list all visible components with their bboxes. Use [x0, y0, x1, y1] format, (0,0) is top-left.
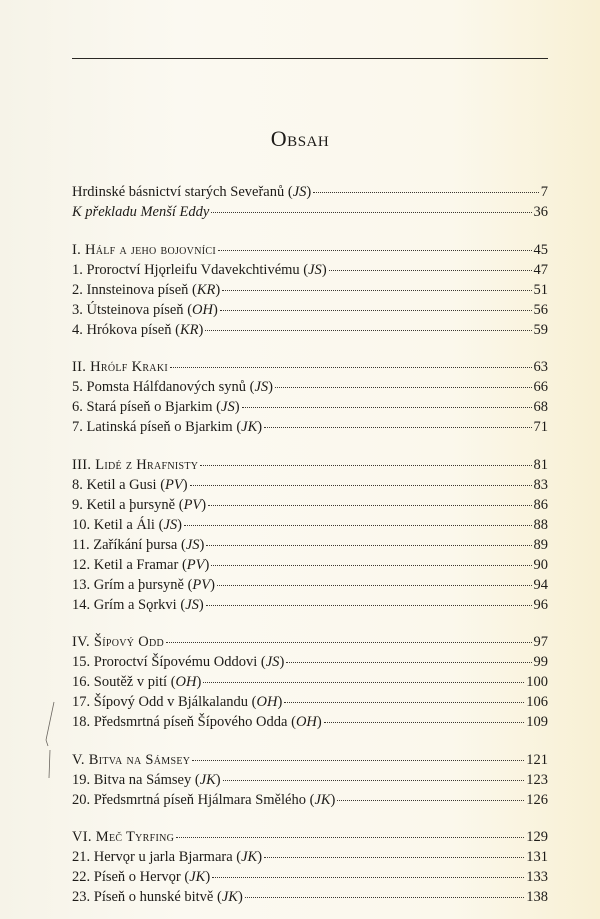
- entry-page-number: 94: [533, 576, 548, 593]
- entry-title: V. Bitva na Sámsey: [72, 751, 191, 768]
- entry-page-number: 63: [533, 359, 548, 375]
- toc-section-heading: [72, 455, 548, 475]
- toc-entry: [72, 417, 548, 437]
- entry-page-number: 71: [533, 419, 548, 435]
- entry-label: 7. Latinská píseň o Bjarkim (JK): [72, 419, 263, 435]
- entry-page-number: 83: [533, 476, 548, 493]
- toc-section-heading: [72, 632, 548, 652]
- entry-label: 8. Ketil a Gusi (PV): [72, 476, 188, 493]
- toc-entry: [72, 672, 548, 692]
- entry-page-number: 7: [540, 184, 548, 200]
- leader-dots: [286, 654, 531, 663]
- entry-page-number: 90: [533, 556, 548, 573]
- entry-author: OH: [175, 674, 197, 690]
- entry-label: 5. Pomsta Hálfdanových synů (JS): [72, 379, 273, 395]
- entry-author: JS: [221, 399, 235, 415]
- entry-page-number: 51: [533, 281, 548, 298]
- table-of-contents: [72, 182, 548, 907]
- entry-author: PV: [165, 476, 183, 493]
- entry-label: Hrdinské básnictví starých Seveřanů (JS): [72, 184, 312, 200]
- entry-title: 1. Proroctví Hjǫrleifu Vdavekchtivému: [72, 261, 300, 278]
- entry-author: JS: [163, 516, 178, 533]
- toc-section-heading: [72, 750, 548, 770]
- entry-page-number: 89: [533, 536, 548, 553]
- entry-author: JS: [308, 261, 322, 278]
- entry-author: JK: [199, 771, 216, 788]
- entry-page-number: 109: [526, 714, 548, 730]
- leader-dots: [192, 752, 524, 761]
- toc-entry: [72, 887, 548, 907]
- entry-label: 2. Innsteinova píseň (KR): [72, 281, 221, 298]
- entry-title: I. Hálf a jeho bojovníci: [72, 241, 216, 258]
- entry-label: 14. Grím a Sǫrkvi (JS): [72, 596, 204, 613]
- leader-dots: [208, 497, 531, 506]
- entry-author: JK: [314, 791, 331, 808]
- header-rule: [72, 58, 548, 59]
- entry-title: 22. Píseň o Hervǫr: [72, 869, 181, 885]
- entry-page-number: 123: [526, 771, 548, 788]
- entry-title: 9. Ketil a þursyně: [72, 496, 176, 513]
- leader-dots: [222, 282, 531, 291]
- entry-page-number: 66: [533, 379, 548, 395]
- toc-section-heading: [72, 827, 548, 847]
- entry-title: 15. Proroctví Šípovému Oddovi: [72, 654, 258, 670]
- group-gap: [72, 810, 548, 828]
- toc-section-heading: [72, 240, 548, 260]
- entry-label: 4. Hrókova píseň (KR): [72, 321, 204, 338]
- entry-label: 19. Bitva na Sámsey (JK): [72, 771, 221, 788]
- entry-label: 20. Předsmrtná píseň Hjálmara Smělého (JK): [72, 791, 336, 808]
- toc-entry: [72, 182, 548, 202]
- entry-title: 17. Šípový Odd v Bjálkalandu: [72, 694, 249, 710]
- entry-label: 1. Proroctví Hjǫrleifu Vdavekchtivému (JS): [72, 261, 327, 278]
- entry-page-number: 129: [526, 829, 548, 845]
- entry-page-number: 138: [526, 889, 548, 905]
- entry-page-number: 47: [533, 261, 548, 278]
- entry-title: 14. Grím a Sǫrkvi: [72, 596, 177, 613]
- leader-dots: [206, 597, 532, 606]
- entry-label: 16. Soutěž v pití (OH): [72, 674, 202, 690]
- entry-author: JS: [185, 596, 199, 613]
- entry-title: 2. Innsteinova píseň: [72, 281, 189, 298]
- entry-author: JK: [189, 869, 206, 885]
- entry-label: [72, 455, 198, 475]
- group-gap: [72, 340, 548, 358]
- toc-entry: [72, 535, 548, 555]
- group-gap: [72, 615, 548, 633]
- entry-label: 11. Zaříkání þursa (JS): [72, 536, 205, 553]
- entry-title: 6. Stará píseň o Bjarkim: [72, 399, 213, 415]
- leader-dots: [212, 869, 524, 878]
- entry-page-number: 81: [533, 456, 548, 473]
- leader-dots: [264, 849, 524, 858]
- entry-label: 9. Ketil a þursyně (PV): [72, 496, 207, 513]
- group-gap: [72, 732, 548, 750]
- leader-dots: [211, 204, 531, 213]
- entry-page-number: 96: [533, 596, 548, 613]
- entry-page-number: 45: [533, 241, 548, 258]
- entry-label: 18. Předsmrtná píseň Šípového Odda (OH): [72, 714, 322, 730]
- entry-title: Hrdinské básnictví starých Seveřanů: [72, 184, 285, 200]
- entry-page-number: 106: [526, 694, 548, 710]
- entry-page-number: 86: [533, 496, 548, 513]
- toc-entry: [72, 377, 548, 397]
- entry-title: 11. Zaříkání þursa: [72, 536, 178, 553]
- entry-label: 10. Ketil a Áli (JS): [72, 516, 182, 533]
- leader-dots: [206, 537, 531, 546]
- pencil-mark: [40, 700, 70, 790]
- leader-dots: [245, 889, 524, 898]
- entry-title: 4. Hrókova píseň: [72, 321, 172, 338]
- entry-label: [72, 240, 216, 260]
- entry-page-number: 88: [533, 516, 548, 533]
- entry-author: PV: [183, 496, 202, 513]
- entry-label: 6. Stará píseň o Bjarkim (JS): [72, 399, 240, 415]
- entry-title: 3. Útsteinova píseň: [72, 301, 184, 318]
- toc-entry: [72, 790, 548, 810]
- leader-dots: [275, 379, 532, 388]
- entry-label: 21. Hervǫr u jarla Bjarmara (JK): [72, 849, 263, 865]
- entry-label: [72, 202, 209, 222]
- toc-entry: [72, 847, 548, 867]
- page-title: Obsah: [270, 126, 330, 151]
- toc-entry: [72, 652, 548, 672]
- entry-page-number: 68: [533, 399, 548, 415]
- toc-entry: [72, 260, 548, 280]
- entry-page-number: 121: [526, 751, 548, 768]
- toc-entry: [72, 712, 548, 732]
- entry-title: 21. Hervǫr u jarla Bjarmara: [72, 849, 233, 865]
- leader-dots: [200, 457, 531, 466]
- entry-page-number: 36: [533, 204, 548, 220]
- leader-dots: [324, 714, 525, 723]
- leader-dots: [264, 419, 531, 428]
- entry-title: K překladu Menší Eddy: [72, 204, 210, 220]
- entry-title: II. Hrólf Kraki: [72, 359, 168, 375]
- leader-dots: [284, 694, 524, 703]
- leader-dots: [220, 302, 532, 311]
- entry-title: IV. Šípový Odd: [72, 634, 165, 650]
- entry-label: 3. Útsteinova píseň (OH): [72, 301, 218, 318]
- toc-entry: [72, 515, 548, 535]
- entry-title: 5. Pomsta Hálfdanových synů: [72, 379, 246, 395]
- entry-author: OH: [192, 301, 213, 318]
- entry-title: 19. Bitva na Sámsey: [72, 771, 192, 788]
- group-gap: [72, 437, 548, 455]
- entry-title: 7. Latinská píseň o Bjarkim: [72, 419, 233, 435]
- toc-entry: [72, 555, 548, 575]
- entry-label: 17. Šípový Odd v Bjálkalandu (OH): [72, 694, 283, 710]
- entry-author: OH: [256, 694, 278, 710]
- entry-label: 23. Píseň o hunské bitvě (JK): [72, 889, 243, 905]
- entry-page-number: 99: [533, 654, 548, 670]
- leader-dots: [211, 557, 531, 566]
- leader-dots: [184, 517, 532, 526]
- entry-label: [72, 632, 164, 652]
- toc-entry: [72, 202, 548, 222]
- entry-author: PV: [192, 576, 211, 593]
- leader-dots: [166, 634, 531, 643]
- leader-dots: [176, 829, 524, 838]
- entry-label: [72, 357, 168, 377]
- entry-author: JK: [241, 849, 258, 865]
- entry-author: JS: [292, 184, 307, 200]
- leader-dots: [242, 399, 532, 408]
- leader-dots: [218, 242, 532, 251]
- toc-entry: [72, 595, 548, 615]
- leader-dots: [223, 772, 525, 781]
- entry-label: 15. Proroctví Šípovému Oddovi (JS): [72, 654, 285, 670]
- toc-entry: [72, 575, 548, 595]
- entry-title: VI. Meč Tyrfing: [72, 829, 175, 845]
- toc-entry: [72, 280, 548, 300]
- entry-page-number: 56: [533, 301, 548, 318]
- leader-dots: [190, 477, 532, 486]
- entry-label: 22. Píseň o Hervǫr (JK): [72, 869, 211, 885]
- entry-author: JS: [265, 654, 280, 670]
- toc-entry: [72, 692, 548, 712]
- entry-page-number: 59: [533, 321, 548, 338]
- entry-page-number: 100: [526, 674, 548, 690]
- entry-author: JK: [221, 889, 238, 905]
- toc-entry: [72, 300, 548, 320]
- toc-entry: [72, 495, 548, 515]
- toc-entry: [72, 320, 548, 340]
- entry-title: 12. Ketil a Framar: [72, 556, 179, 573]
- entry-author: JK: [241, 419, 258, 435]
- leader-dots: [217, 577, 532, 586]
- entry-author: JS: [185, 536, 200, 553]
- entry-author: KR: [179, 321, 199, 338]
- entry-title: 20. Předsmrtná píseň Hjálmara Smělého: [72, 791, 306, 808]
- entry-title: 18. Předsmrtná píseň Šípového Odda: [72, 714, 288, 730]
- leader-dots: [337, 792, 524, 801]
- toc-entry: [72, 770, 548, 790]
- leader-dots: [170, 359, 532, 368]
- entry-label: 13. Grím a þursyně (PV): [72, 576, 215, 593]
- entry-title: 10. Ketil a Áli: [72, 516, 155, 533]
- group-gap: [72, 222, 548, 240]
- entry-page-number: 97: [533, 634, 548, 650]
- entry-title: III. Lidé z Hrafnisty: [72, 456, 199, 473]
- toc-entry: [72, 867, 548, 887]
- toc-entry: [72, 475, 548, 495]
- toc-entry: [72, 397, 548, 417]
- leader-dots: [205, 322, 531, 331]
- entry-title: 16. Soutěž v pití: [72, 674, 168, 690]
- entry-page-number: 131: [526, 849, 548, 865]
- entry-page-number: 133: [526, 869, 548, 885]
- leader-dots: [313, 184, 539, 193]
- entry-title: 8. Ketil a Gusi: [72, 476, 157, 493]
- entry-title: 13. Grím a þursyně: [72, 576, 184, 593]
- entry-title: 23. Píseň o hunské bitvě: [72, 889, 214, 905]
- toc-section-heading: [72, 357, 548, 377]
- entry-label: 12. Ketil a Framar (PV): [72, 556, 210, 573]
- entry-page-number: 126: [526, 791, 548, 808]
- leader-dots: [329, 262, 532, 271]
- entry-author: OH: [295, 714, 317, 730]
- entry-author: PV: [186, 556, 205, 573]
- entry-author: KR: [196, 281, 216, 298]
- entry-author: JS: [254, 379, 269, 395]
- entry-label: [72, 827, 174, 847]
- leader-dots: [203, 674, 524, 683]
- entry-label: [72, 750, 190, 770]
